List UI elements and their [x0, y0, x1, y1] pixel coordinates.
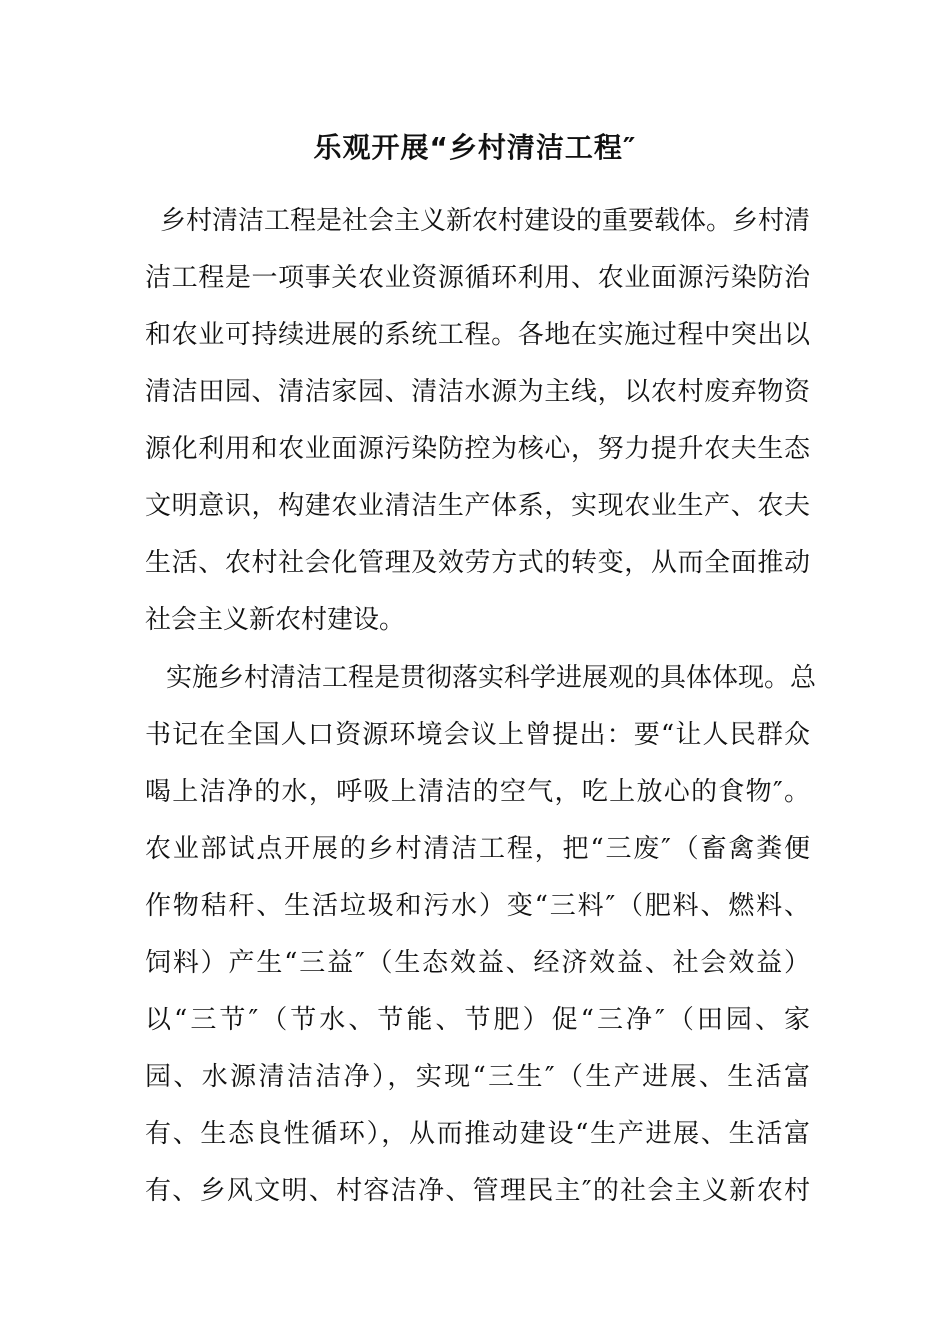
paragraph-2-line: 园、水源清洁洁净），实现“三生″（生产进展、生活富	[145, 1062, 810, 1092]
paragraph-1-line: 清洁田园、清洁家园、清洁水源为主线，以农村废弃物资	[145, 377, 810, 407]
paragraph-1-line: 乡村清洁工程是社会主义新农村建设的重要载体。乡村清	[160, 206, 811, 236]
paragraph-2-line: 书记在全国人口资源环境会议上曾提出：要“让人民群众	[145, 720, 810, 750]
paragraph-2-line: 饲料）产生“三益″（生态效益、经济效益、社会效益）	[145, 948, 810, 978]
paragraph-1-line: 社会主义新农村建设。	[145, 605, 406, 635]
paragraph-2-line: 喝上洁净的水，呼吸上清洁的空气，吃上放心的食物″。	[145, 777, 810, 807]
document-title: 乐观开展“乡村清洁工程″	[313, 131, 637, 164]
paragraph-1-line: 生活、农村社会化管理及效劳方式的转变，从而全面推动	[145, 548, 810, 578]
paragraph-2-line: 有、生态良性循环），从而推动建设“生产进展、生活富	[145, 1119, 810, 1149]
paragraph-2-line: 实施乡村清洁工程是贯彻落实科学进展观的具体体现。总	[166, 663, 817, 693]
paragraph-2-line: 农业部试点开展的乡村清洁工程，把“三废″（畜禽粪便	[145, 834, 810, 864]
paragraph-1-line: 洁工程是一项事关农业资源循环利用、农业面源污染防治	[145, 263, 810, 293]
paragraph-2-line: 作物秸秆、生活垃圾和污水）变“三料″（肥料、燃料、	[145, 891, 810, 921]
paragraph-2-line: 有、乡风文明、村容洁净、管理民主″的社会主义新农村	[145, 1176, 810, 1206]
paragraph-1-line: 文明意识，构建农业清洁生产体系，实现农业生产、农夫	[145, 491, 810, 521]
paragraph-1-line: 和农业可持续进展的系统工程。各地在实施过程中突出以	[145, 320, 810, 350]
paragraph-1-line: 源化利用和农业面源污染防控为核心，努力提升农夫生态	[145, 434, 810, 464]
paragraph-2-line: 以“三节″（节水、节能、节肥）促“三净″（田园、家	[145, 1005, 810, 1035]
